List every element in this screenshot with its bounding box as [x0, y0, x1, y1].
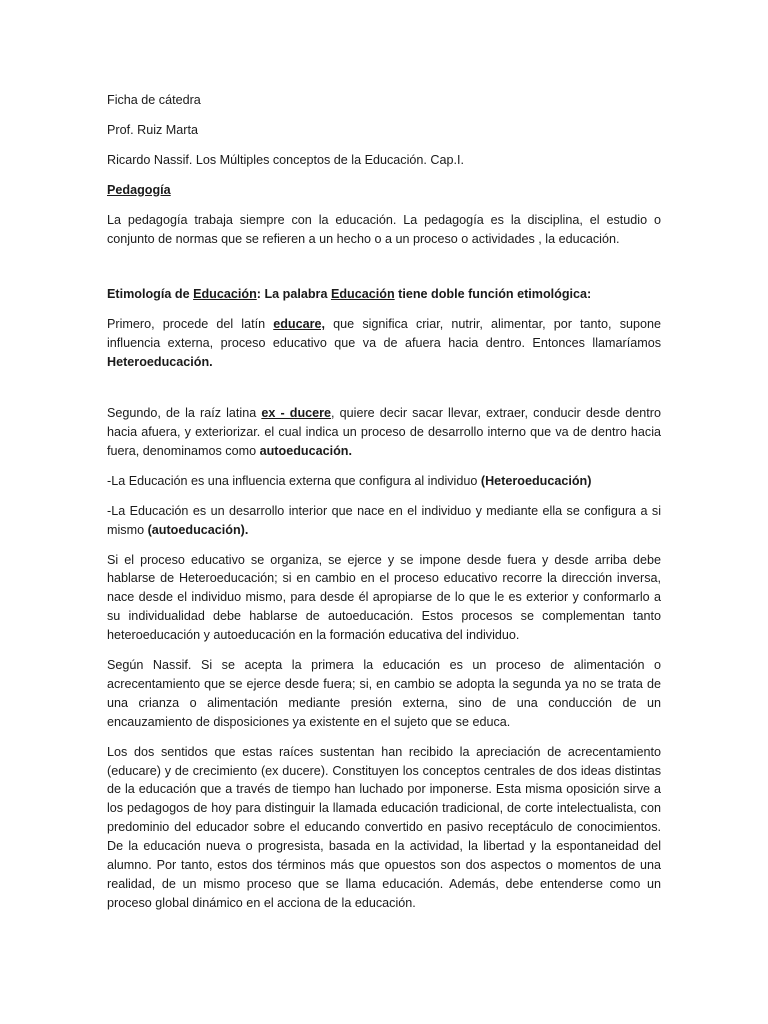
segundo-before: Segundo, de la raíz latina: [107, 406, 262, 421]
definition-autoeducacion: [107, 502, 661, 540]
etimologia-word-1: Educación: [193, 287, 257, 302]
section-heading-pedagogia: [107, 181, 661, 200]
segundo-concept: autoeducación.: [259, 443, 352, 458]
definition-text: -La Educación es una influencia externa que configura al individuo: [107, 473, 481, 488]
primero-after: que significa criar, nutrir, alimentar, por tanto, supone influencia externa, proceso educativo que va de afuera hacia dentro. Entonces llamaríamos: [107, 317, 662, 351]
segundo-after: , quiere decir sacar llevar, extraer, conducir desde dentro hacia afuera, y exteriorizar. el cual indica un proceso de desarrollo interno que va de dentro hacia fuera, denominamos como: [107, 406, 661, 458]
body-paragraph: Si el proceso educativo se organiza, se ejerce y se impone desde fuera y desde arriba debe hablarse de Heteroeducación; si en cambio en el proceso educativo recorre la dirección inversa, nace desde el individuo mismo, para desde él apropiarse de lo que le es exterior y conformarlo a su individualidad debe hablarse de autoeducación. Estos procesos se complementan tanto heteroeducación y autoeducación en la formación educativa del individuo.: [107, 552, 661, 643]
segundo-term: ex - ducere: [261, 406, 332, 421]
professor-line: Prof. Ruiz Marta: [107, 122, 198, 137]
definition-concept: (autoeducación).: [147, 522, 249, 537]
definition-text: -La Educación es un desarrollo interior que nace en el individuo y mediante ella se configura a si mismo: [107, 503, 661, 537]
pedagogia-definition: La pedagogía trabaja siempre con la educación. La pedagogía es la disciplina, el estudio o conjunto de normas que se refieren a un hecho o a un proceso o actividades , la educación.: [107, 212, 661, 246]
primero-concept: Heteroeducación.: [107, 355, 213, 370]
primero-term: educare,: [273, 317, 326, 332]
pedagogia-heading-text: Pedagogía: [107, 182, 171, 197]
segundo-paragraph: [107, 404, 661, 461]
etimologia-heading: [107, 285, 661, 304]
primero-paragraph: [107, 315, 661, 372]
definition-heteroeducacion: [107, 472, 661, 491]
body-paragraph: Según Nassif. Si se acepta la primera la educación es un proceso de alimentación o acrecentamiento que se ejerce desde fuera; si, en cambio se adopta la segunda ya no se trata de una crianza o alimentación mediante presión externa, sino de una conducción de un encauzamiento de disposiciones ya existente en el sujeto que se educa.: [107, 658, 661, 729]
etimologia-word-2: Educación: [330, 287, 395, 302]
course-line: Ficha de cátedra: [107, 93, 201, 107]
etimologia-label-mid: : La palabra: [256, 287, 331, 302]
etimologia-label-end: tiene doble función etimológica:: [394, 287, 592, 302]
etimologia-label-start: Etimología de: [107, 287, 194, 302]
primero-before: Primero, procede del latín: [107, 317, 274, 332]
definition-concept: (Heteroeducación): [480, 473, 592, 488]
source-line: Ricardo Nassif. Los Múltiples conceptos de la Educación. Cap.I.: [107, 152, 465, 167]
body-paragraph: Los dos sentidos que estas raíces sustentan han recibido la apreciación de acrecentamiento (educare) y de crecimiento (ex ducere). Constituyen los conceptos centrales de dos ideas distintas de la educación que a través de tiempo han luchado por imponerse. Esta misma oposición sirve a los pedagogos de hoy para distinguir la llamada educación tradicional, de corte intelectualista, con predominio del educador sobre el educando convertido en pasivo receptáculo de conocimientos. De la educación nueva o progresista, basada en la actividad, la libertad y la espontaneidad del alumno. Por tanto, estos dos términos más que opuestos son dos aspectos o momentos de una realidad, de un mismo proceso que se llama educación. Además, debe entenderse como un proceso global dinámico en el acciona de la educación.: [107, 744, 661, 910]
